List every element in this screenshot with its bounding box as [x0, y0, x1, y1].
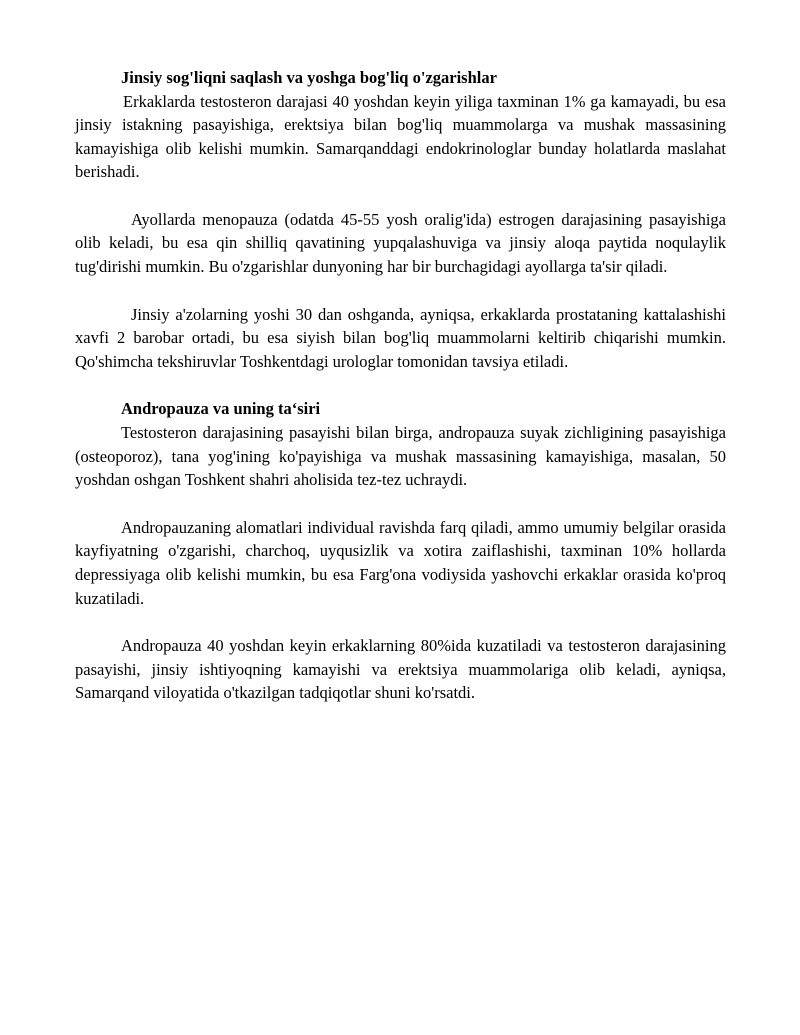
paragraph-andropause-prevalence: Andropauza 40 yoshdan keyin erkaklarning 80%ida kuzatiladi va testosteron darajasining pasayishi, jinsiy ishtiyoqning kamayishi va erektsiya muammolariga olib keladi, ayniqsa, Samarqand viloyatida o'tkazilgan tadqiqotlar shuni ko'rsatdi. — [75, 636, 726, 703]
paragraph-spacer — [75, 373, 726, 397]
paragraph-menopause: Ayollarda menopauza (odatda 45-55 yosh oralig'ida) estrogen darajasining pasayishiga olib keladi, bu esa qin shilliq qavatining yupqalashuviga va jinsiy aloqa paytida noqulaylik tug'dirishi mumkin. Bu o'zgarishlar dunyoning har bir burchagidagi ayollarga ta'sir qiladi. — [75, 209, 726, 277]
paragraph-spacer — [75, 492, 726, 516]
paragraph-spacer — [75, 610, 726, 634]
paragraph-spacer — [75, 279, 726, 303]
paragraph-spacer — [75, 184, 726, 208]
paragraph-andropause-effects: Testosteron darajasining pasayishi bilan birga, andropauza suyak zichligining pasayishiga (osteoporoz), tana yog'ining ko'payishiga va mushak massasining kamayishiga, masalan, 50 yoshdan oshgan Toshkent shahri aholisida tez-tez uchraydi. — [75, 422, 726, 490]
section-heading-sexual-health: Jinsiy sog'liqni saqlash va yoshga bog'liq o'zgarishlar — [121, 68, 497, 87]
document-page — [75, 66, 726, 705]
paragraph-andropause-symptoms: Andropauzaning alomatlari individual ravishda farq qiladi, ammo umumiy belgilar orasida kayfiyatning o'zgarishi, charchoq, uyqusizlik va xotira zaiflashishi, taxminan 10% hollarda depressiyaga olib kelishi mumkin, bu esa Farg'ona vodiysida yashovchi erkaklar orasida ko'proq kuzatiladi. — [75, 517, 726, 608]
paragraph-prostate: Jinsiy a'zolarning yoshi 30 dan oshganda, ayniqsa, erkaklarda prostataning kattalashishi xavfi 2 barobar ortadi, bu esa siyish bilan bog'liq muammolarni keltirib chiqarishi mumkin. Qo'shimcha tekshiruvlar Toshkentdagi urologlar tomonidan tavsiya etiladi. — [75, 304, 726, 371]
paragraph-testosterone-decline: Erkaklarda testosteron darajasi 40 yoshdan keyin yiliga taxminan 1% ga kamayadi, bu esa jinsiy istakning pasayishiga, erektsiya bilan bog'liq muammolarga va mushak massasining kamayishiga olib kelishi mumkin. Samarqanddagi endokrinologlar bunday holatlarda maslahat berishadi. — [75, 91, 726, 182]
section-heading-andropause: Andropauza va uning taʻsiri — [121, 399, 321, 419]
